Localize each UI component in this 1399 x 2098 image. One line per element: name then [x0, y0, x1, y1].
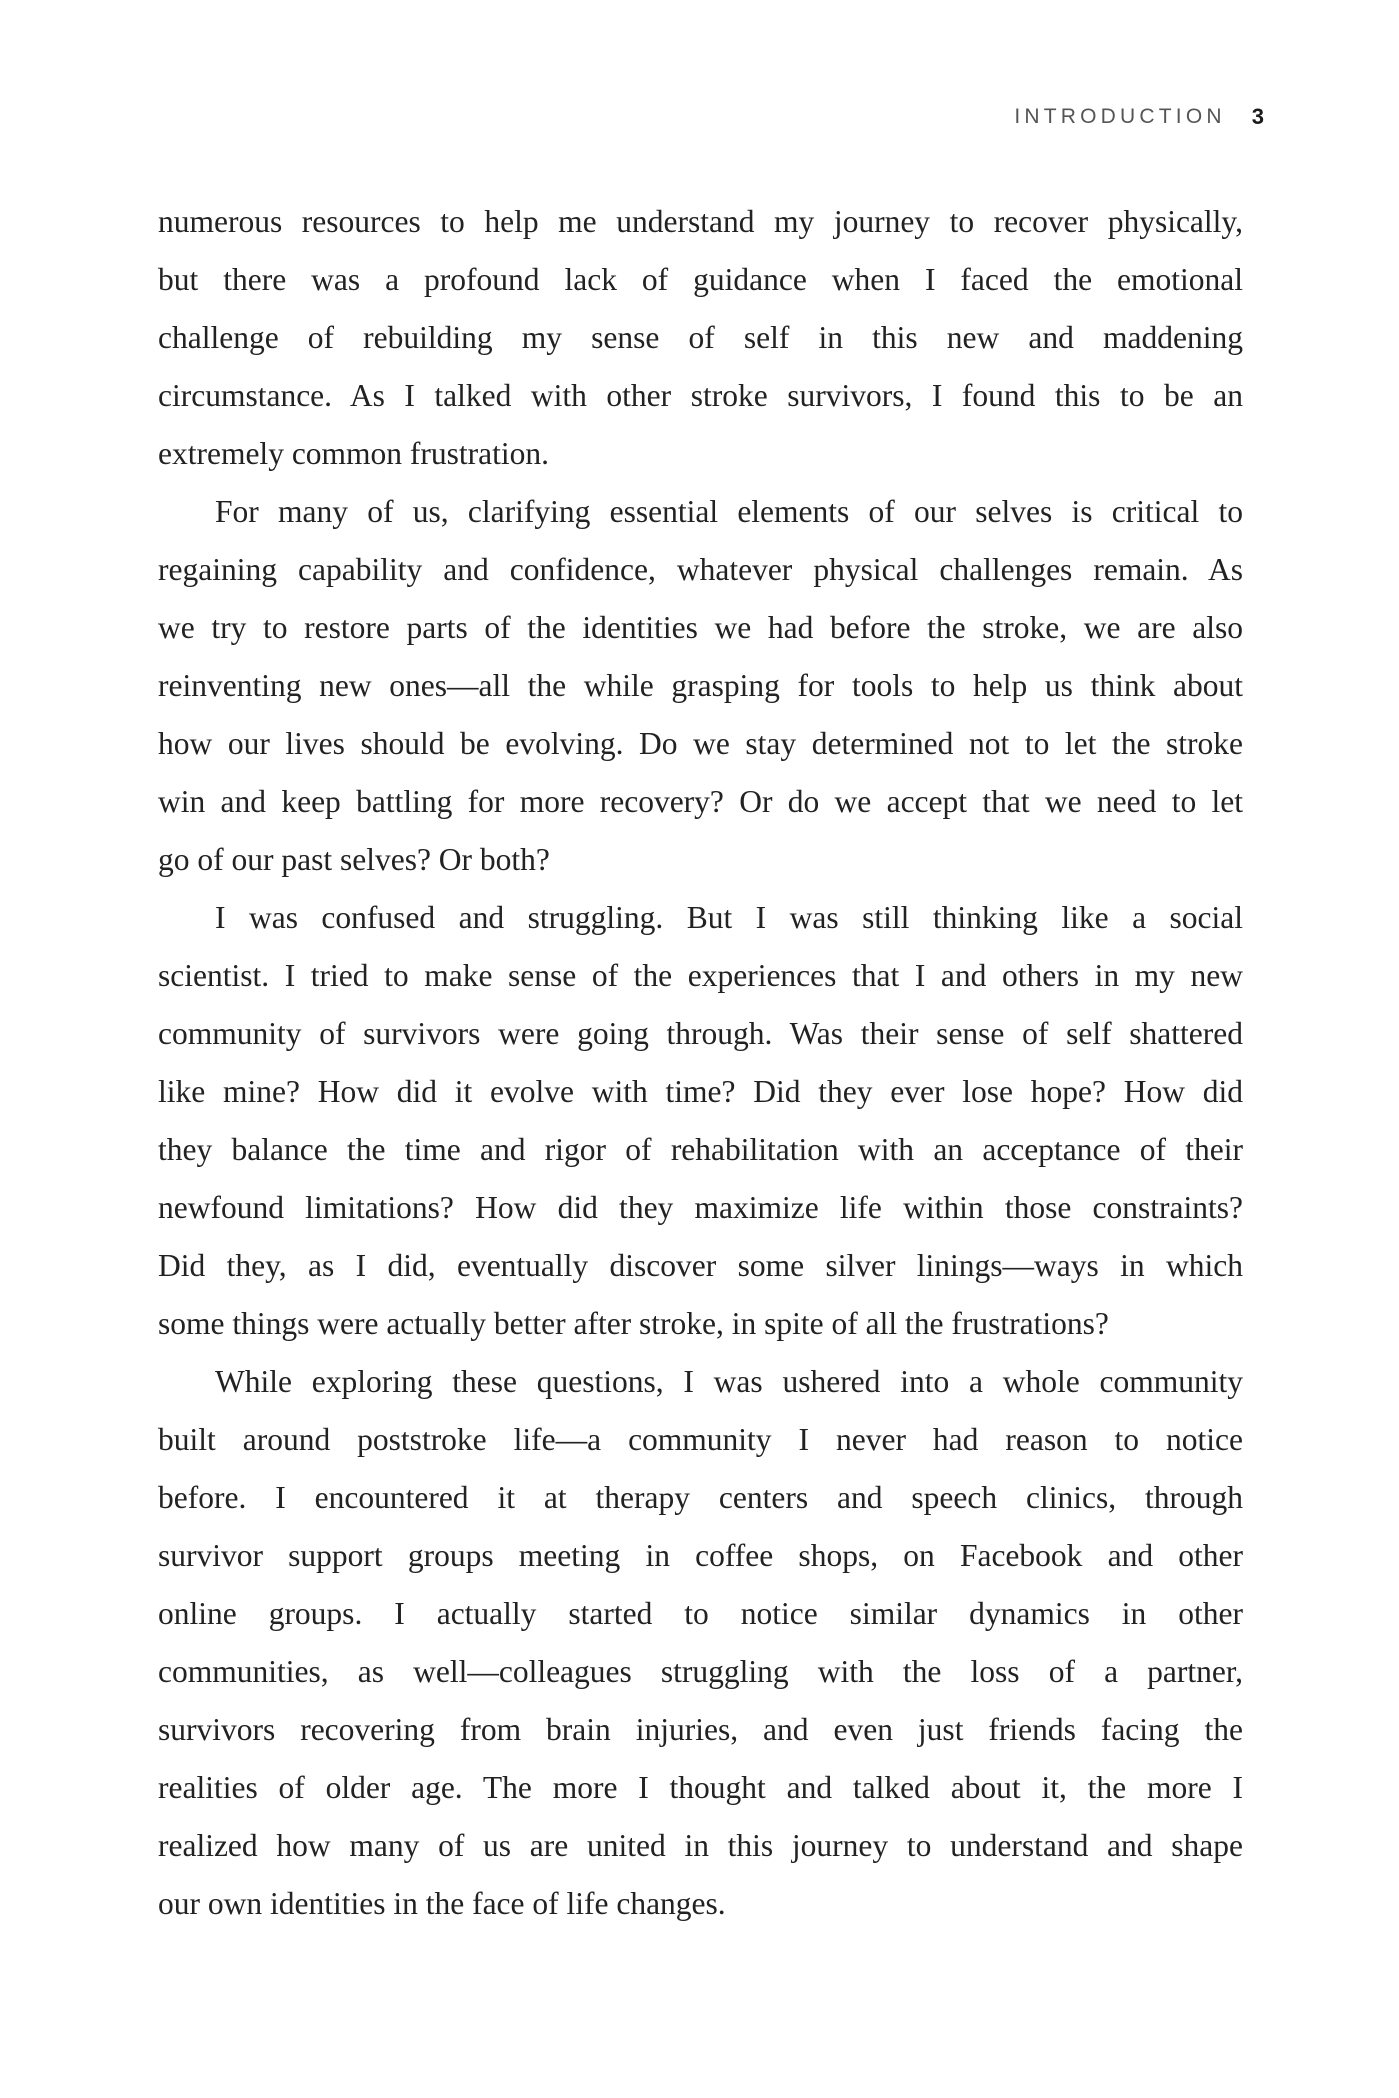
text-line: before. I encountered it at therapy centers and speech clinics, through [158, 1480, 1243, 1515]
text-line: survivors recovering from brain injuries, and even just friends facing the [158, 1712, 1243, 1747]
text-line: scientist. I tried to make sense of the experiences that I and others in my new [158, 958, 1243, 993]
paragraph [158, 193, 1243, 483]
text-line: how our lives should be evolving. Do we stay determined not to let the stroke [158, 726, 1243, 761]
text-line: newfound limitations? How did they maximize life within those constraints? [158, 1190, 1243, 1225]
text-line: we try to restore parts of the identities we had before the stroke, we are also [158, 610, 1243, 645]
text-line: go of our past selves? Or both? [158, 842, 550, 877]
text-line: For many of us, clarifying essential elements of our selves is critical to [215, 494, 1243, 529]
text-line: I was confused and struggling. But I was still thinking like a social [215, 900, 1243, 935]
paragraph [158, 889, 1243, 1353]
paragraph [158, 1353, 1243, 1933]
text-line: community of survivors were going through. Was their sense of self shattered [158, 1016, 1243, 1051]
text-line: reinventing new ones—all the while grasping for tools to help us think about [158, 668, 1243, 703]
text-line: they balance the time and rigor of rehabilitation with an acceptance of their [158, 1132, 1243, 1167]
text-line: extremely common frustration. [158, 436, 550, 471]
text-line: challenge of rebuilding my sense of self in this new and maddening [158, 320, 1243, 355]
text-line: built around poststroke life—a community I never had reason to notice [158, 1422, 1243, 1457]
section-title: INTRODUCTION [1014, 105, 1226, 128]
body-text [158, 193, 1243, 1933]
text-line: Did they, as I did, eventually discover some silver linings—ways in which [158, 1248, 1243, 1283]
text-line: online groups. I actually started to notice similar dynamics in other [158, 1596, 1243, 1631]
text-line: While exploring these questions, I was ushered into a whole community [215, 1364, 1243, 1399]
text-line: realized how many of us are united in this journey to understand and shape [158, 1828, 1243, 1863]
text-line: realities of older age. The more I thought and talked about it, the more I [158, 1770, 1243, 1805]
text-line: like mine? How did it evolve with time? Did they ever lose hope? How did [158, 1074, 1243, 1109]
text-line: regaining capability and confidence, whatever physical challenges remain. As [158, 552, 1243, 587]
text-line: circumstance. As I talked with other stroke survivors, I found this to be an [158, 378, 1243, 413]
text-line: but there was a profound lack of guidance when I faced the emotional [158, 262, 1243, 297]
text-line: numerous resources to help me understand my journey to recover physically, [158, 204, 1243, 239]
text-line: communities, as well—colleagues struggling with the loss of a partner, [158, 1654, 1243, 1689]
text-line: survivor support groups meeting in coffee shops, on Facebook and other [158, 1538, 1243, 1573]
text-line: win and keep battling for more recovery? Or do we accept that we need to let [158, 784, 1243, 819]
running-head [1000, 104, 1264, 130]
text-line: our own identities in the face of life changes. [158, 1886, 726, 1921]
page-number: 3 [1251, 104, 1264, 129]
text-line: some things were actually better after stroke, in spite of all the frustrations? [158, 1306, 1109, 1341]
paragraph [158, 483, 1243, 889]
